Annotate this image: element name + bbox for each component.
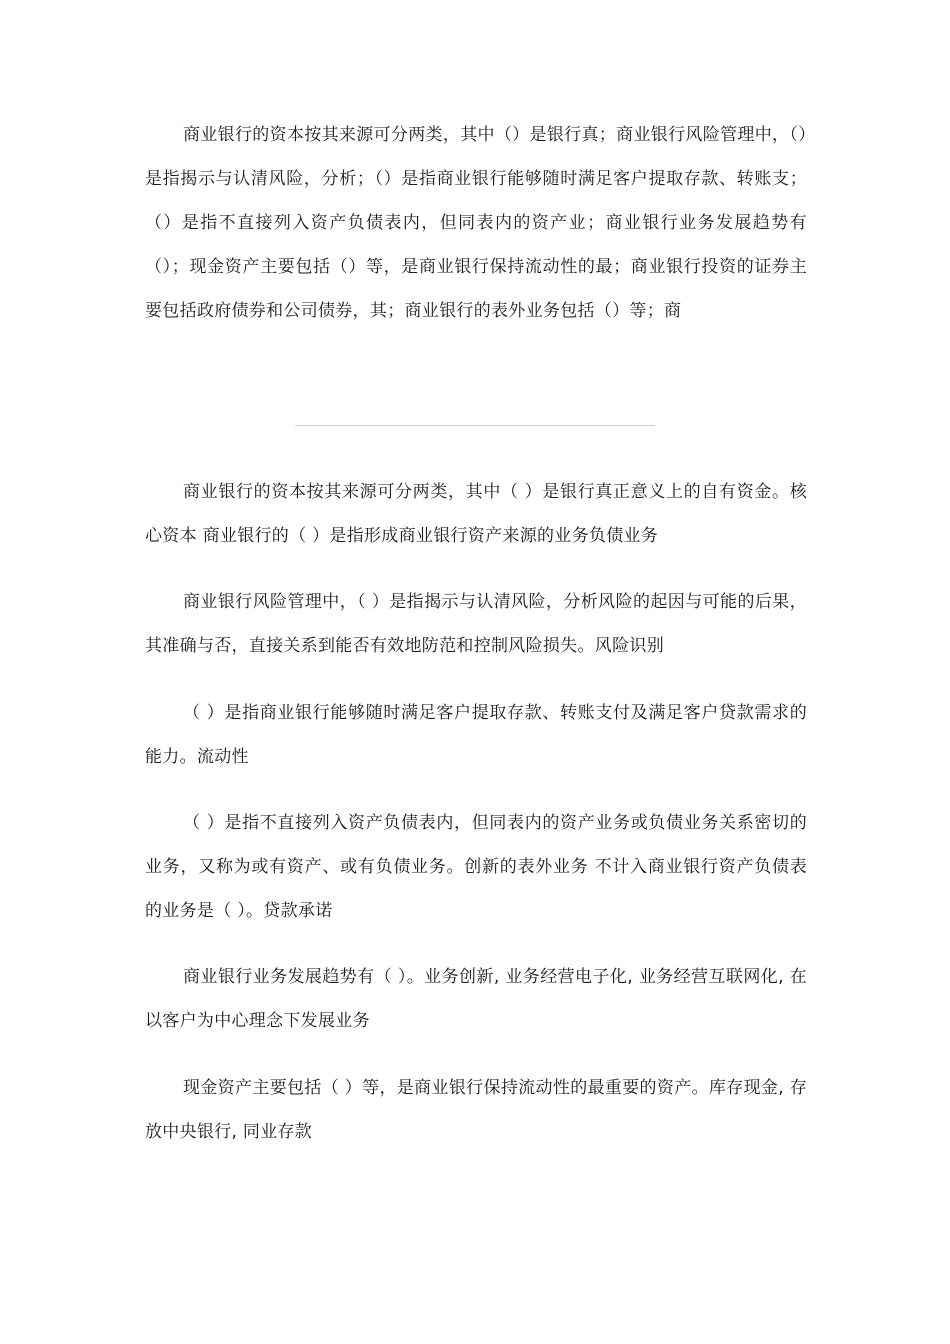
question-paragraph-1: 商业银行的资本按其来源可分两类，其中（ ）是银行真正意义上的自有资金。核心资本 商业银行的（ ）是指形成商业银行资产来源的业务负债业务	[145, 482, 807, 546]
question-paragraph-4: （ ）是指不直接列入资产负债表内，但同表内的资产业务或负债业务关系密切的业务，又称为或有资产、或有负债业务。创新的表外业务 不计入商业银行资产负债表的业务是（ ）。贷款承诺	[145, 813, 807, 921]
summary-paragraph: 商业银行的资本按其来源可分两类，其中（）是银行真；商业银行风险管理中，（）是指揭示与认清风险，分析；（）是指商业银行能够随时满足客户提取存款、转账支；（）是指不直接列入资产负债表内，但同表内的资产业；商业银行业务发展趋势有（）；现金资产主要包括（）等，是商业银行保持流动性的最；商业银行投资的证券主要包括政府债券和公司债券，其；商业银行的表外业务包括（）等；商	[145, 125, 807, 321]
section-divider	[295, 425, 655, 426]
question-paragraph-2: 商业银行风险管理中，（ ）是指揭示与认清风险，分析风险的起因与可能的后果，其准确与否，直接关系到能否有效地防范和控制风险损失。风险识别	[145, 592, 807, 656]
question-paragraph-3: （ ）是指商业银行能够随时满足客户提取存款、转账支付及满足客户贷款需求的能力。流动性	[145, 703, 807, 767]
question-paragraph-6: 现金资产主要包括（ ）等，是商业银行保持流动性的最重要的资产。库存现金, 存放中央银行, 同业存款	[145, 1078, 807, 1142]
question-paragraph-5: 商业银行业务发展趋势有（ ）。业务创新, 业务经营电子化, 业务经营互联网化, 在以客户为中心理念下发展业务	[145, 967, 807, 1031]
